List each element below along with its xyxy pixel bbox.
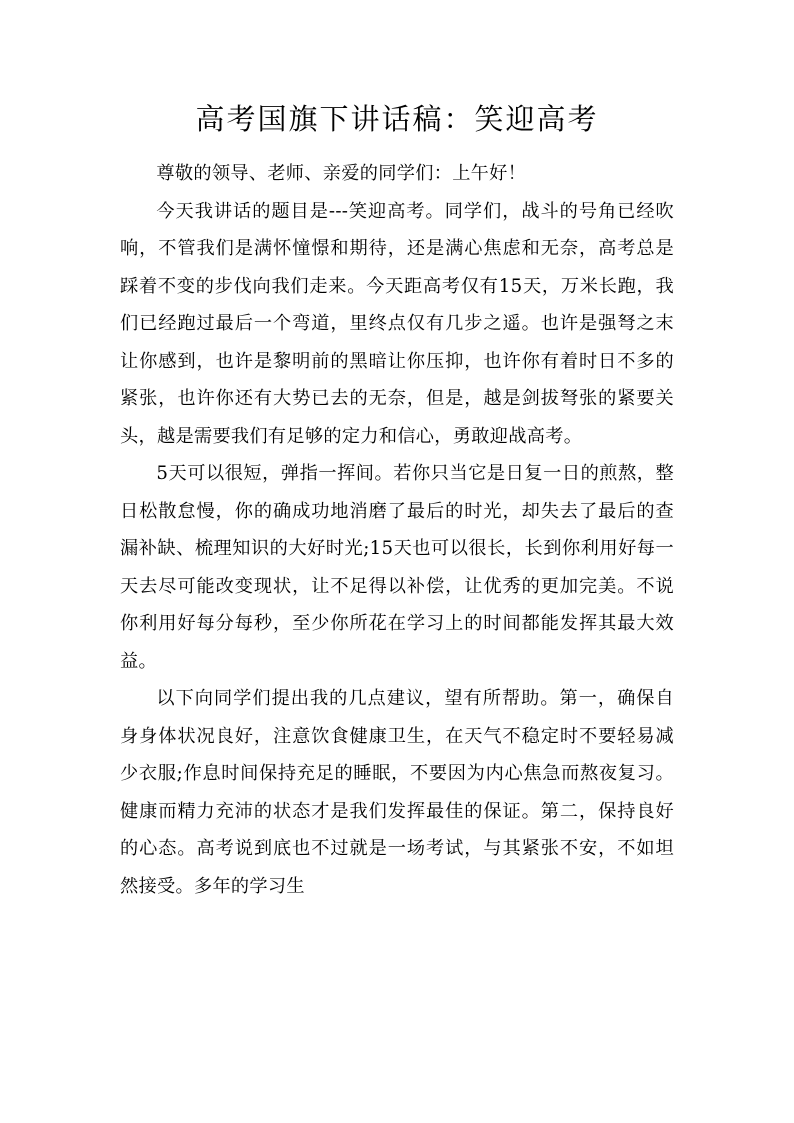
paragraph-topic: 今天我讲话的题目是---笑迎高考。同学们，战斗的号角已经吹响，不管我们是满怀憧憬和期待，还是满心焦虑和无奈，高考总是踩着不变的步伐向我们走来。今天距高考仅有15天，万米长跑，我们已经跑过最后一个弯道，里终点仅有几步之遥。也许是强弩之末让你感到，也许是黎明前的黑暗让你压抑，也许你有着时日不多的紧张，也许你还有大势已去的无奈，但是，越是剑拔弩张的紧要关头，越是需要我们有足够的定力和信心，勇敢迎战高考。	[120, 200, 674, 447]
paragraph-greeting: 尊敬的领导、老师、亲爱的同学们：上午好！	[156, 163, 527, 184]
paragraph-suggestions: 以下向同学们提出我的几点建议，望有所帮助。第一，确保自身身体状况良好，注意饮食健康卫生，在天气不稳定时不要轻易减少衣服;作息时间保持充足的睡眠，不要因为内心焦急而熬夜复习。健康而精力充沛的状态才是我们发挥最佳的保证。第二，保持良好的心态。高考说到底也不过就是一场考试，与其紧张不安，不如坦然接受。多年的学习生	[120, 688, 674, 897]
paragraph-fifteen-days: 5天可以很短，弹指一挥间。若你只当它是日复一日的煎熬，整日松散怠慢，你的确成功地消磨了最后的时光，却失去了最后的查漏补缺、梳理知识的大好时光;15天也可以很长，长到你利用好每一天去尽可能改变现状，让不足得以补偿，让优秀的更加完美。不说你利用好每分每秒，至少你所花在学习上的时间都能发挥其最大效益。	[120, 463, 674, 672]
document-body	[120, 155, 674, 905]
document-title: 高考国旗下讲话稿：笑迎高考	[195, 102, 599, 136]
